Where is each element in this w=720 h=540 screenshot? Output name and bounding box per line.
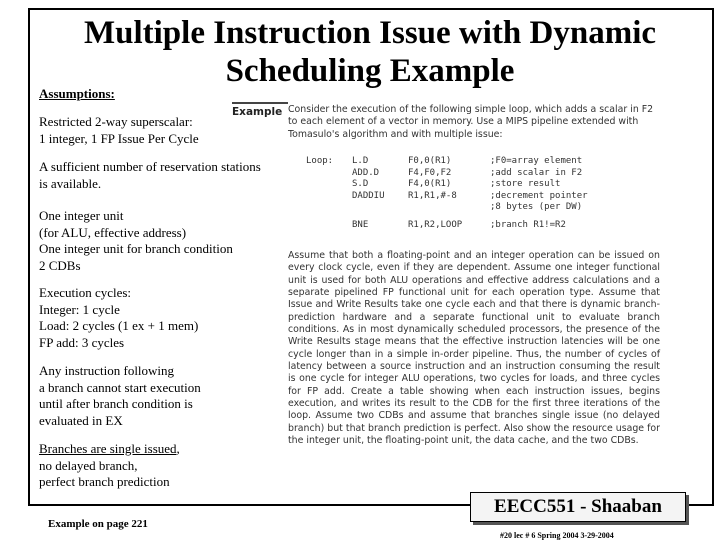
branches-underlined: Branches are single issued [39, 441, 177, 456]
code-row [306, 168, 660, 180]
code-operands [408, 202, 490, 214]
code-comment: ;add scalar in F2 [490, 167, 583, 178]
course-brand: EECC551 - Shaaban [470, 492, 686, 522]
code-row [306, 191, 660, 203]
code-operands: R1,R2,LOOP [408, 219, 463, 230]
code-opcode: L.D [352, 156, 369, 166]
excerpt-rule [232, 102, 288, 104]
code-row [306, 202, 660, 214]
code-operands: F4,F0,F2 [408, 167, 452, 178]
assumption-execution-cycles: Execution cycles: Integer: 1 cycle Load: 2 cycles (1 ex + 1 mem) FP add: 3 cycles [39, 285, 199, 350]
code-opcode [352, 202, 408, 214]
code-label [306, 179, 352, 191]
code-operands: F4,0(R1) [408, 179, 452, 190]
page-reference: Example on page 221 [48, 518, 148, 530]
code-opcode: DADDIU [352, 190, 385, 201]
code-row [306, 220, 660, 232]
slide-info: #20 lec # 6 Spring 2004 3-29-2004 [500, 531, 614, 540]
slide-title: Multiple Instruction Issue with Dynamic Scheduling Example [83, 15, 657, 89]
code-label: Loop: [306, 156, 334, 166]
code-label [306, 168, 352, 180]
code-label [306, 220, 352, 232]
assumption-functional-units: One integer unit (for ALU, effective address) One integer unit for branch condition 2 CDBs [39, 208, 233, 273]
assumptions-heading: Assumptions: [39, 86, 115, 101]
code-operands: F0,0(R1) [408, 156, 452, 166]
excerpt-intro: Consider the execution of the following simple loop, which adds a scalar in F2 to each element of a vector in memory. Use a MIPS pipeline extended with Tomasulo's algorithm and with multiple issue: [288, 104, 654, 140]
assumption-branch-dependency: Any instruction following a branch cannot start execution until after branch condition is evaluated in EX [39, 363, 201, 428]
textbook-excerpt [232, 98, 660, 470]
code-listing [306, 156, 660, 232]
code-comment: ;8 bytes (per DW) [490, 202, 583, 213]
code-comment: ;branch R1!=R2 [490, 219, 566, 230]
code-opcode: BNE [352, 219, 369, 230]
code-operands: R1,R1,#-8 [408, 190, 457, 201]
assumption-superscalar: Restricted 2-way superscalar: 1 integer, 1 FP Issue Per Cycle [39, 114, 199, 146]
excerpt-label: Example [232, 106, 283, 118]
code-opcode: S.D [352, 179, 369, 190]
code-comment: ;decrement pointer [490, 190, 588, 201]
code-opcode: ADD.D [352, 167, 380, 178]
code-label [306, 202, 352, 214]
code-label [306, 191, 352, 203]
code-row [306, 156, 660, 168]
excerpt-body: Assume that both a floating-point and an integer operation can be issued on every clock cycle, even if they are dependent. Assume one integer functional unit is used for both ALU operations and effective address calculations and a separate pipelined FP functional unit for each operation type. Assume that Issue and Write Results take one cycle each and that there is dynamic branch-prediction hardware and a separate functional unit to evaluate branch conditions. As in most dynamically scheduled processors, the presence of the Write Results stage means that the effective instruction latencies will be one cycle longer than in a simple in-order pipeline. Thus, the number of cycles of latency between a source instruction and an instruction consuming the result is one cycle for integer ALU operations, two cycles for loads, and three cycles for FP add. Create a table showing when each instruction issues, begins execution, and writes its result to the CDB for the first three iterations of the loop. Assume two CDBs and assume that branches single issue (no delayed branch) but that branch prediction is perfect. Also show the resource usage for the integer unit, the floating-point unit, the data cache, and the two CDBs. [288, 250, 660, 447]
code-comment: ;store result [490, 179, 561, 190]
branches-rest: , no delayed branch, perfect branch prediction [39, 441, 180, 489]
code-row [306, 179, 660, 191]
code-comment: ;F0=array element [490, 156, 583, 166]
assumption-reservation-stations: A sufficient number of reservation stations is available. [39, 159, 261, 191]
